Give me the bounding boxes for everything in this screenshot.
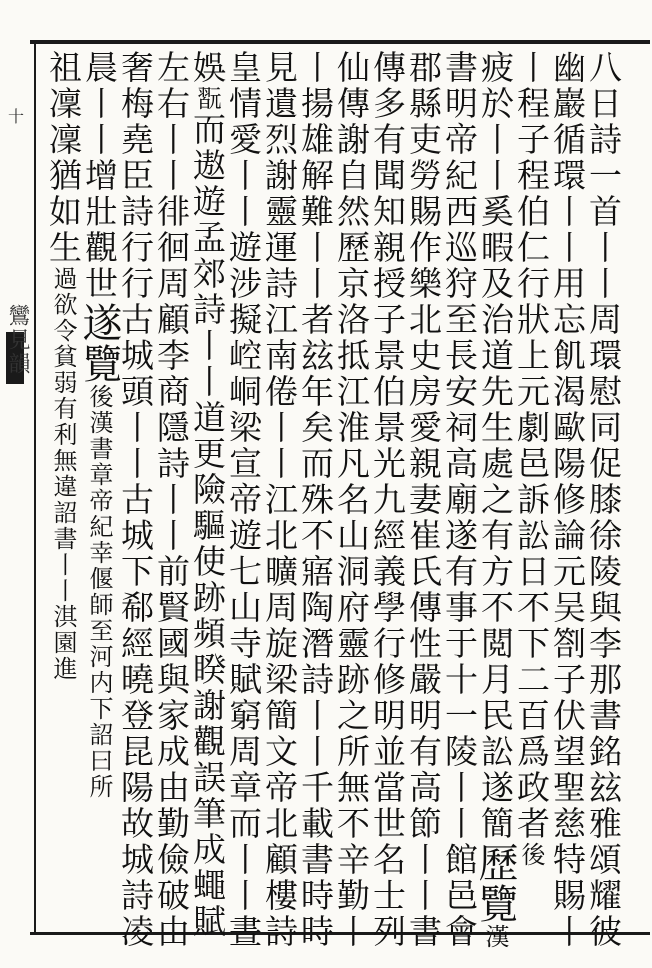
column-text: 書明帝紀西巡狩至長安祠高廟遂有事于十一陵丨丨館邑會 [440,50,479,950]
column-text: 左右丨丨徘徊周顧李商隱詩丨丨前賢國與家成由勤儉破由 [152,50,191,950]
margin-fragment-text: 鸞見韻 [5,304,30,376]
column-text: 歷覽 [472,842,518,924]
column-text: 仙傳謝自然歷京洛抵江淮凡名山洞府靈跡之所無不辛勤丨 [332,50,371,950]
column-text: 漢 [481,924,509,950]
column-text: 傳多有聞知親授子景伯景光九經義學行修明並當世名士列 [368,50,407,950]
text-columns [44,50,623,950]
column-text: 八日詩一首丨丨周環慰同促膝徐陵與李那書銘玆雅頌耀彼 [584,50,623,950]
column-text: 後 [517,842,545,868]
column-text: 祖凜凜猶如生 [44,50,83,266]
column-text: 後漢書章帝紀幸偃師至河内下詔曰所 [85,384,113,800]
column-text: 娛 [188,50,227,86]
column-text: 皇情愛丨丨遊涉擬崆峒梁宣帝遊七山寺賦窮周章而丨丨晝 [224,50,263,950]
margin-mark: 十 [8,107,25,126]
column-text: 晨丨丨增壯觀世 [80,50,119,302]
column-text: 幽巖循環丨丨用忘飢渴歐陽修論元吴劄子伏望聖慈特賜丨 [548,50,587,950]
column-text: 見遺烈謝靈運詩江南倦丨丨江北曠周旋梁簡文帝北顧樓詩 [260,50,299,950]
column-text: 翫 [193,86,221,112]
column-text: 郡縣吏勞賜作樂北史房愛親妻崔氏傳性嚴明有高節丨丨書 [404,50,443,950]
column-text: 奢梅堯臣詩行行古城頭丨丨古城下郗經曉登昆陽故城詩凌 [116,50,155,950]
column-text: 丨揚雄解難丨丨者玆年矣而殊不寤陶潛詩丨丨千載書時時 [296,50,335,950]
column-text: 丨程子程伯仁行狀上元劇邑訴訟日不下二百爲政者 [512,50,551,842]
column-text: 疲於丨丨奚暇及治道先生處之有方不閲月民訟遂簡 [476,50,515,842]
column-text: 而遨遊孟郊詩丨丨道更險驅使跡頻睽謝觀誤筆成蠅賦 [188,112,227,940]
top-border-rule [30,40,650,44]
text-column [40,50,86,926]
column-text: 遂覽 [76,302,122,384]
column-text: 過欲令貧弱有利無違詔書丨丨淇園進 [49,266,77,682]
left-margin-strip [0,44,36,932]
